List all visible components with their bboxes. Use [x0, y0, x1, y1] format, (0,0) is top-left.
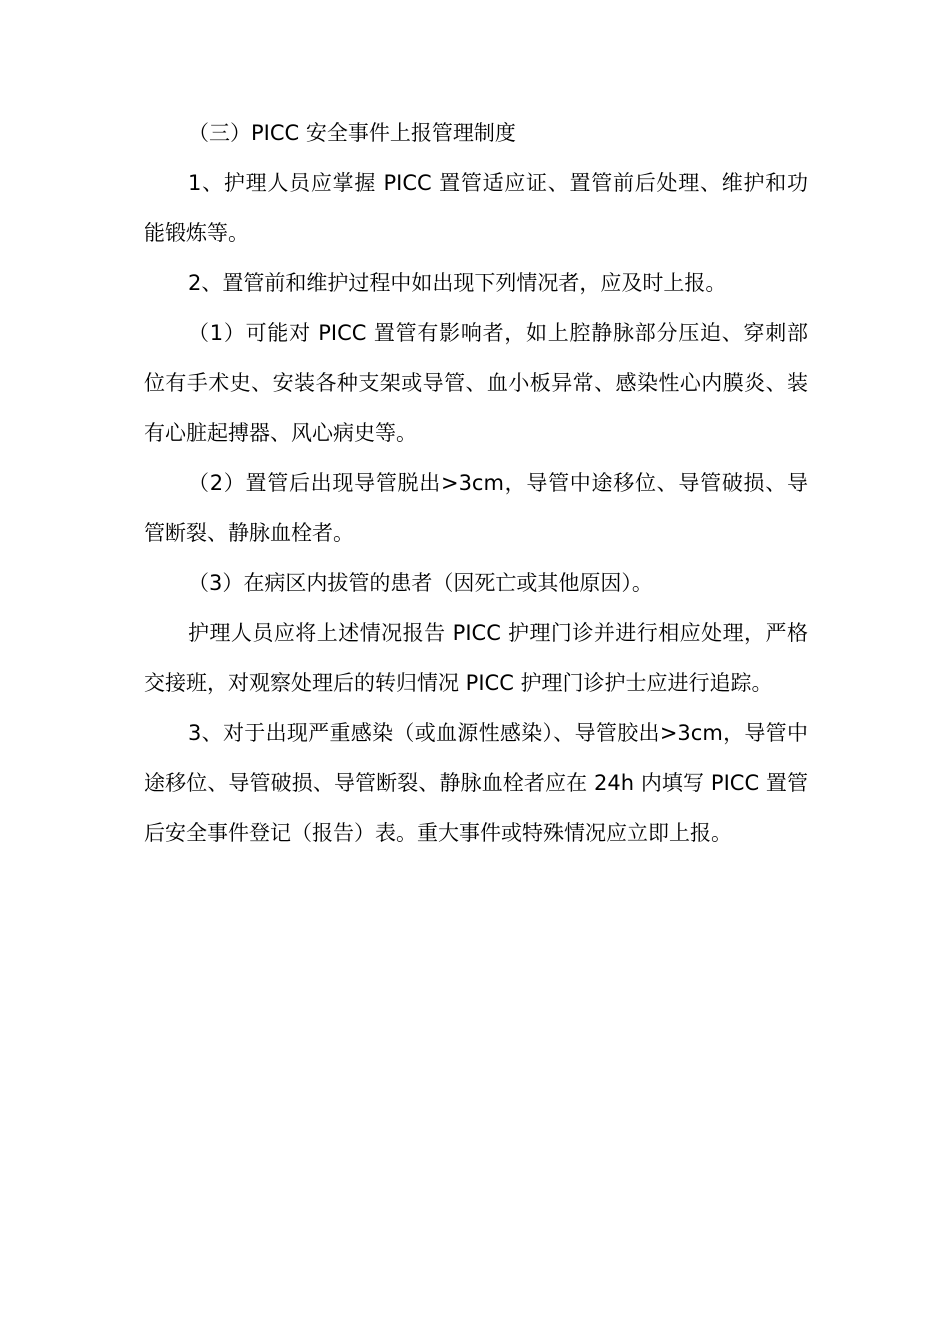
document-body [144, 108, 808, 858]
section-heading: （三）PICC 安全事件上报管理制度 [188, 121, 516, 145]
paragraph-subitem-2: （2）置管后出现导管脱出>3cm，导管中途移位、导管破损、导管断裂、静脉血栓者。 [144, 471, 808, 545]
paragraph-item-2: 2、置管前和维护过程中如出现下列情况者，应及时上报。 [188, 271, 727, 295]
paragraph-item-3: 3、对于出现严重感染（或血源性感染）、导管胶出>3cm，导管中途移位、导管破损、导管断裂、静脉血栓者应在 24h 内填写 PICC 置管后安全事件登记（报告）表。重大事件或特殊情况应立即上报。 [144, 721, 808, 845]
paragraph-item-1: 1、护理人员应掌握 PICC 置管适应证、置管前后处理、维护和功能锻炼等。 [144, 171, 808, 245]
paragraph-reporting-note: 护理人员应将上述情况报告 PICC 护理门诊并进行相应处理，严格交接班，对观察处理后的转归情况 PICC 护理门诊护士应进行追踪。 [144, 621, 808, 695]
paragraph-subitem-1: （1）可能对 PICC 置管有影响者，如上腔静脉部分压迫、穿刺部位有手术史、安装各种支架或导管、血小板异常、感染性心内膜炎、装有心脏起搏器、风心病史等。 [144, 321, 808, 445]
paragraph-subitem-3: （3）在病区内拔管的患者（因死亡或其他原因）。 [188, 571, 653, 595]
